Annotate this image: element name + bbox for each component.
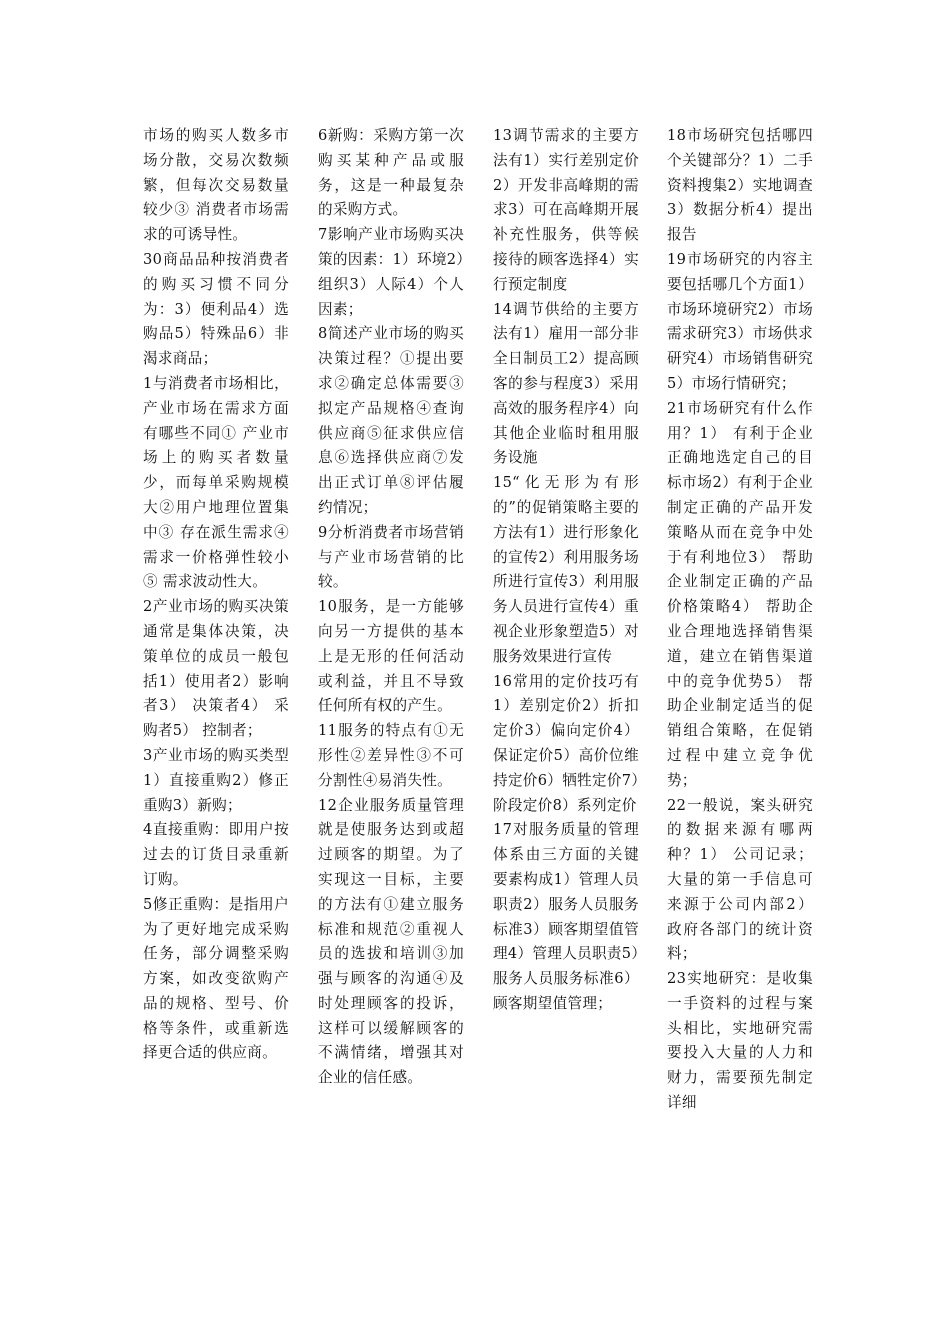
text-column-1	[143, 124, 289, 1066]
paragraph: 1与消费者市场相比，产业市场在需求方面有哪些不同① 产业市场上的购买者数量少，而每单采购规模大②用户地理位置集中③ 存在派生需求④ 需求一价格弹性较小⑤ 需求波动性大。	[143, 374, 289, 591]
paragraph: 18市场研究包括哪四个关键部分？1）二手资料搜集2）实地调查3）数据分析4）提出报告	[667, 127, 813, 244]
paragraph: 8简述产业市场的购买决策过程？①提出要求②确定总体需要③拟定产品规格④查询供应商⑤征求供应信息⑥选择供应商⑦发出正式订单⑧评估履约情况；	[318, 325, 464, 516]
paragraph: 4直接重购：即用户按过去的订货目录重新订购。	[143, 821, 289, 888]
paragraph: 13调节需求的主要方法有1）实行差别定价2）开发非高峰期的需求3）可在高峰期开展补充性服务，供等候接待的顾客选择4）实行预定制度	[493, 127, 639, 293]
paragraph: 3产业市场的购买类型1）直接重购2）修正重购3）新购；	[143, 746, 289, 814]
paragraph: 市场的购买人数多市场分散，交易次数频繁，但每次交易数量较少③ 消费者市场需求的可诱导性。	[143, 127, 289, 244]
paragraph: 15“化无形为有形的”的促销策略主要的方法有1）进行形象化的宣传2）利用服务场所进行宣传3）利用服务人员进行宣传4）重视企业形象塑造5）对服务效果进行宣传	[493, 474, 639, 665]
paragraph: 12企业服务质量管理就是使服务达到或超过顾客的期望。为了实现这一目标，主要的方法有①建立服务标准和规范②重视人员的选拔和培训③加强与顾客的沟通④及时处理顾客的投诉，这样可以缓解顾客的不满情绪，增强其对企业的信任感。	[318, 796, 464, 1087]
paragraph: 7影响产业市场购买决策的因素：1）环境2）组织3）人际4）个人因素；	[318, 226, 464, 318]
paragraph: 16常用的定价技巧有1）差别定价2）折扣定价3）偏向定价4）保证定价5）高价位维持定价6）牺牲定价7）阶段定价8）系列定价	[493, 672, 639, 814]
text-column-2	[318, 124, 464, 1091]
text-column-3	[493, 124, 639, 1017]
paragraph: 30商品品种按消费者的购买习惯不同分为：3）便利品4）选购品5）特殊品6）非渴求商品；	[143, 250, 289, 368]
paragraph: 5修正重购：是指用户为了更好地完成采购任务，部分调整采购方案，如改变欲购产品的规格、型号、价格等条件，或重新选择更合适的供应商。	[143, 895, 289, 1062]
paragraph: 17对服务质量的管理体系由三方面的关键要素构成1）管理人员职责2）服务人员服务标准3）顾客期望值管理4）管理人员职责5）服务人员服务标准6）顾客期望值管理；	[493, 821, 639, 1012]
paragraph: 9分析消费者市场营销与产业市场营销的比较。	[318, 523, 464, 591]
paragraph: 23实地研究：是收集一手资料的过程与案头相比，实地研究需要投入大量的人力和 财力，需要预先制定详细	[667, 970, 813, 1112]
paragraph: 10服务，是一方能够向另一方提供的基本上是无形的任何活动或利益，并且不导致任何所有权的产生。	[318, 598, 464, 715]
paragraph: 14调节供给的主要方法有1）雇用一部分非全日制员工2）提高顾客的参与程度3）采用高效的服务程序4）向其他企业临时租用服务设施	[493, 300, 639, 467]
paragraph: 11服务的特点有①无形性②差异性③不可分割性④易消失性。	[318, 722, 464, 789]
paragraph: 6新购：采购方第一次购买某种产品或服务，这是一种最复杂的采购方式。	[318, 127, 464, 219]
text-column-4	[667, 124, 813, 1116]
paragraph: 2产业市场的购买决策通常是集体决策，决策单位的成员一般包括1）使用者2）影响者3） 决策者4） 采购者5） 控制者；	[143, 598, 289, 740]
paragraph: 21市场研究有什么作用？1） 有利于企业正确地选定自己的目标市场2）有利于企业制定正确的产品开发策略从而在竞争中处于有利地位3） 帮助企业制定正确的产品价格策略4） 帮助企业合理地选择销售渠道，建立在销售渠道中的竞争优势5） 帮助企业制定适当的促销组合策略，在促销过程中建立竞争优势；	[667, 399, 813, 789]
paragraph: 22一般说，案头研究的数据来源有哪两种？1） 公司记录；大量的第一手信息可来源于公司内部2） 政府各部门的统计资料；	[667, 796, 813, 963]
paragraph: 19市场研究的内容主要包括哪几个方面1）市场环境研究2）市场需求研究3）市场供求研究4）市场销售研究5）市场行情研究；	[667, 250, 813, 392]
